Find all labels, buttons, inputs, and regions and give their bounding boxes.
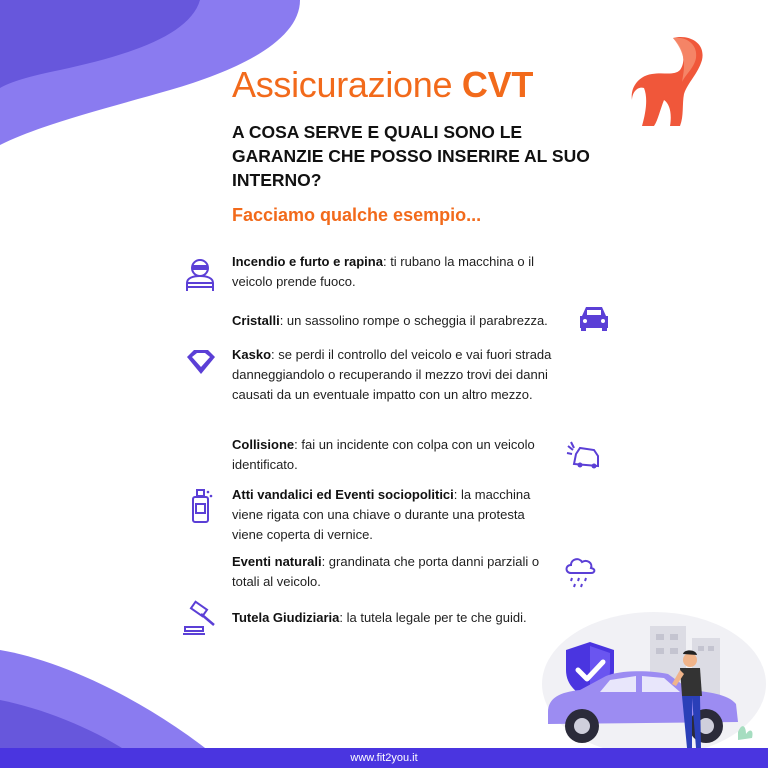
item-term: Cristalli	[232, 313, 280, 328]
car-front-icon	[577, 304, 611, 332]
list-item	[232, 252, 572, 292]
item-term: Atti vandalici ed Eventi sociopolitici	[232, 487, 454, 502]
item-desc: : se perdi il controllo del veicolo e vai fuori strada danneggiandolo o recuperando il mezzo trovi dei danni causati da un eventuale impatto con un altro mezzo.	[232, 347, 552, 402]
item-term: Eventi naturali	[232, 554, 322, 569]
gavel-icon	[182, 600, 218, 636]
spray-can-icon	[188, 488, 214, 524]
list-item	[232, 311, 572, 331]
item-term: Tutela Giudiziaria	[232, 610, 340, 625]
item-desc: : la macchina viene rigata con una chiave o durante una protesta viene coperta di vernice.	[232, 487, 531, 542]
car-crash-icon	[566, 440, 602, 472]
list-item	[232, 485, 552, 545]
fit2you-logo-icon	[628, 34, 718, 130]
page-subtitle: A COSA SERVE E QUALI SONO LE GARANZIE CHE POSSO INSERIRE AL SUO INTERNO?	[232, 122, 590, 190]
item-term: Collisione	[232, 437, 295, 452]
list-item	[232, 345, 580, 405]
list-item	[232, 552, 567, 592]
list-item	[232, 608, 572, 628]
item-desc: : grandinata che porta danni parziali o totali al veicolo.	[232, 554, 540, 589]
footer-bar	[0, 748, 768, 768]
item-term: Kasko	[232, 347, 272, 362]
item-desc: : un sassolino rompe o scheggia il parabrezza.	[279, 313, 548, 328]
rain-cloud-icon	[562, 553, 598, 589]
car-insurance-illustration	[540, 594, 768, 750]
lead-text: Facciamo qualche esempio...	[232, 205, 482, 225]
thief-icon	[184, 257, 216, 293]
item-desc: : la tutela legale per te che guidi.	[339, 610, 527, 625]
item-desc: : ti rubano la macchina o il veicolo prende fuoco.	[232, 254, 534, 289]
diamond-icon	[185, 348, 217, 376]
page-title: Assicurazione CVT	[232, 64, 534, 105]
item-desc: : fai un incidente con colpa con un veicolo identificato.	[232, 437, 535, 472]
item-term: Incendio e furto e rapina	[232, 254, 383, 269]
list-item	[232, 435, 562, 475]
footer-url[interactable]: www.fit2you.it	[350, 752, 418, 764]
